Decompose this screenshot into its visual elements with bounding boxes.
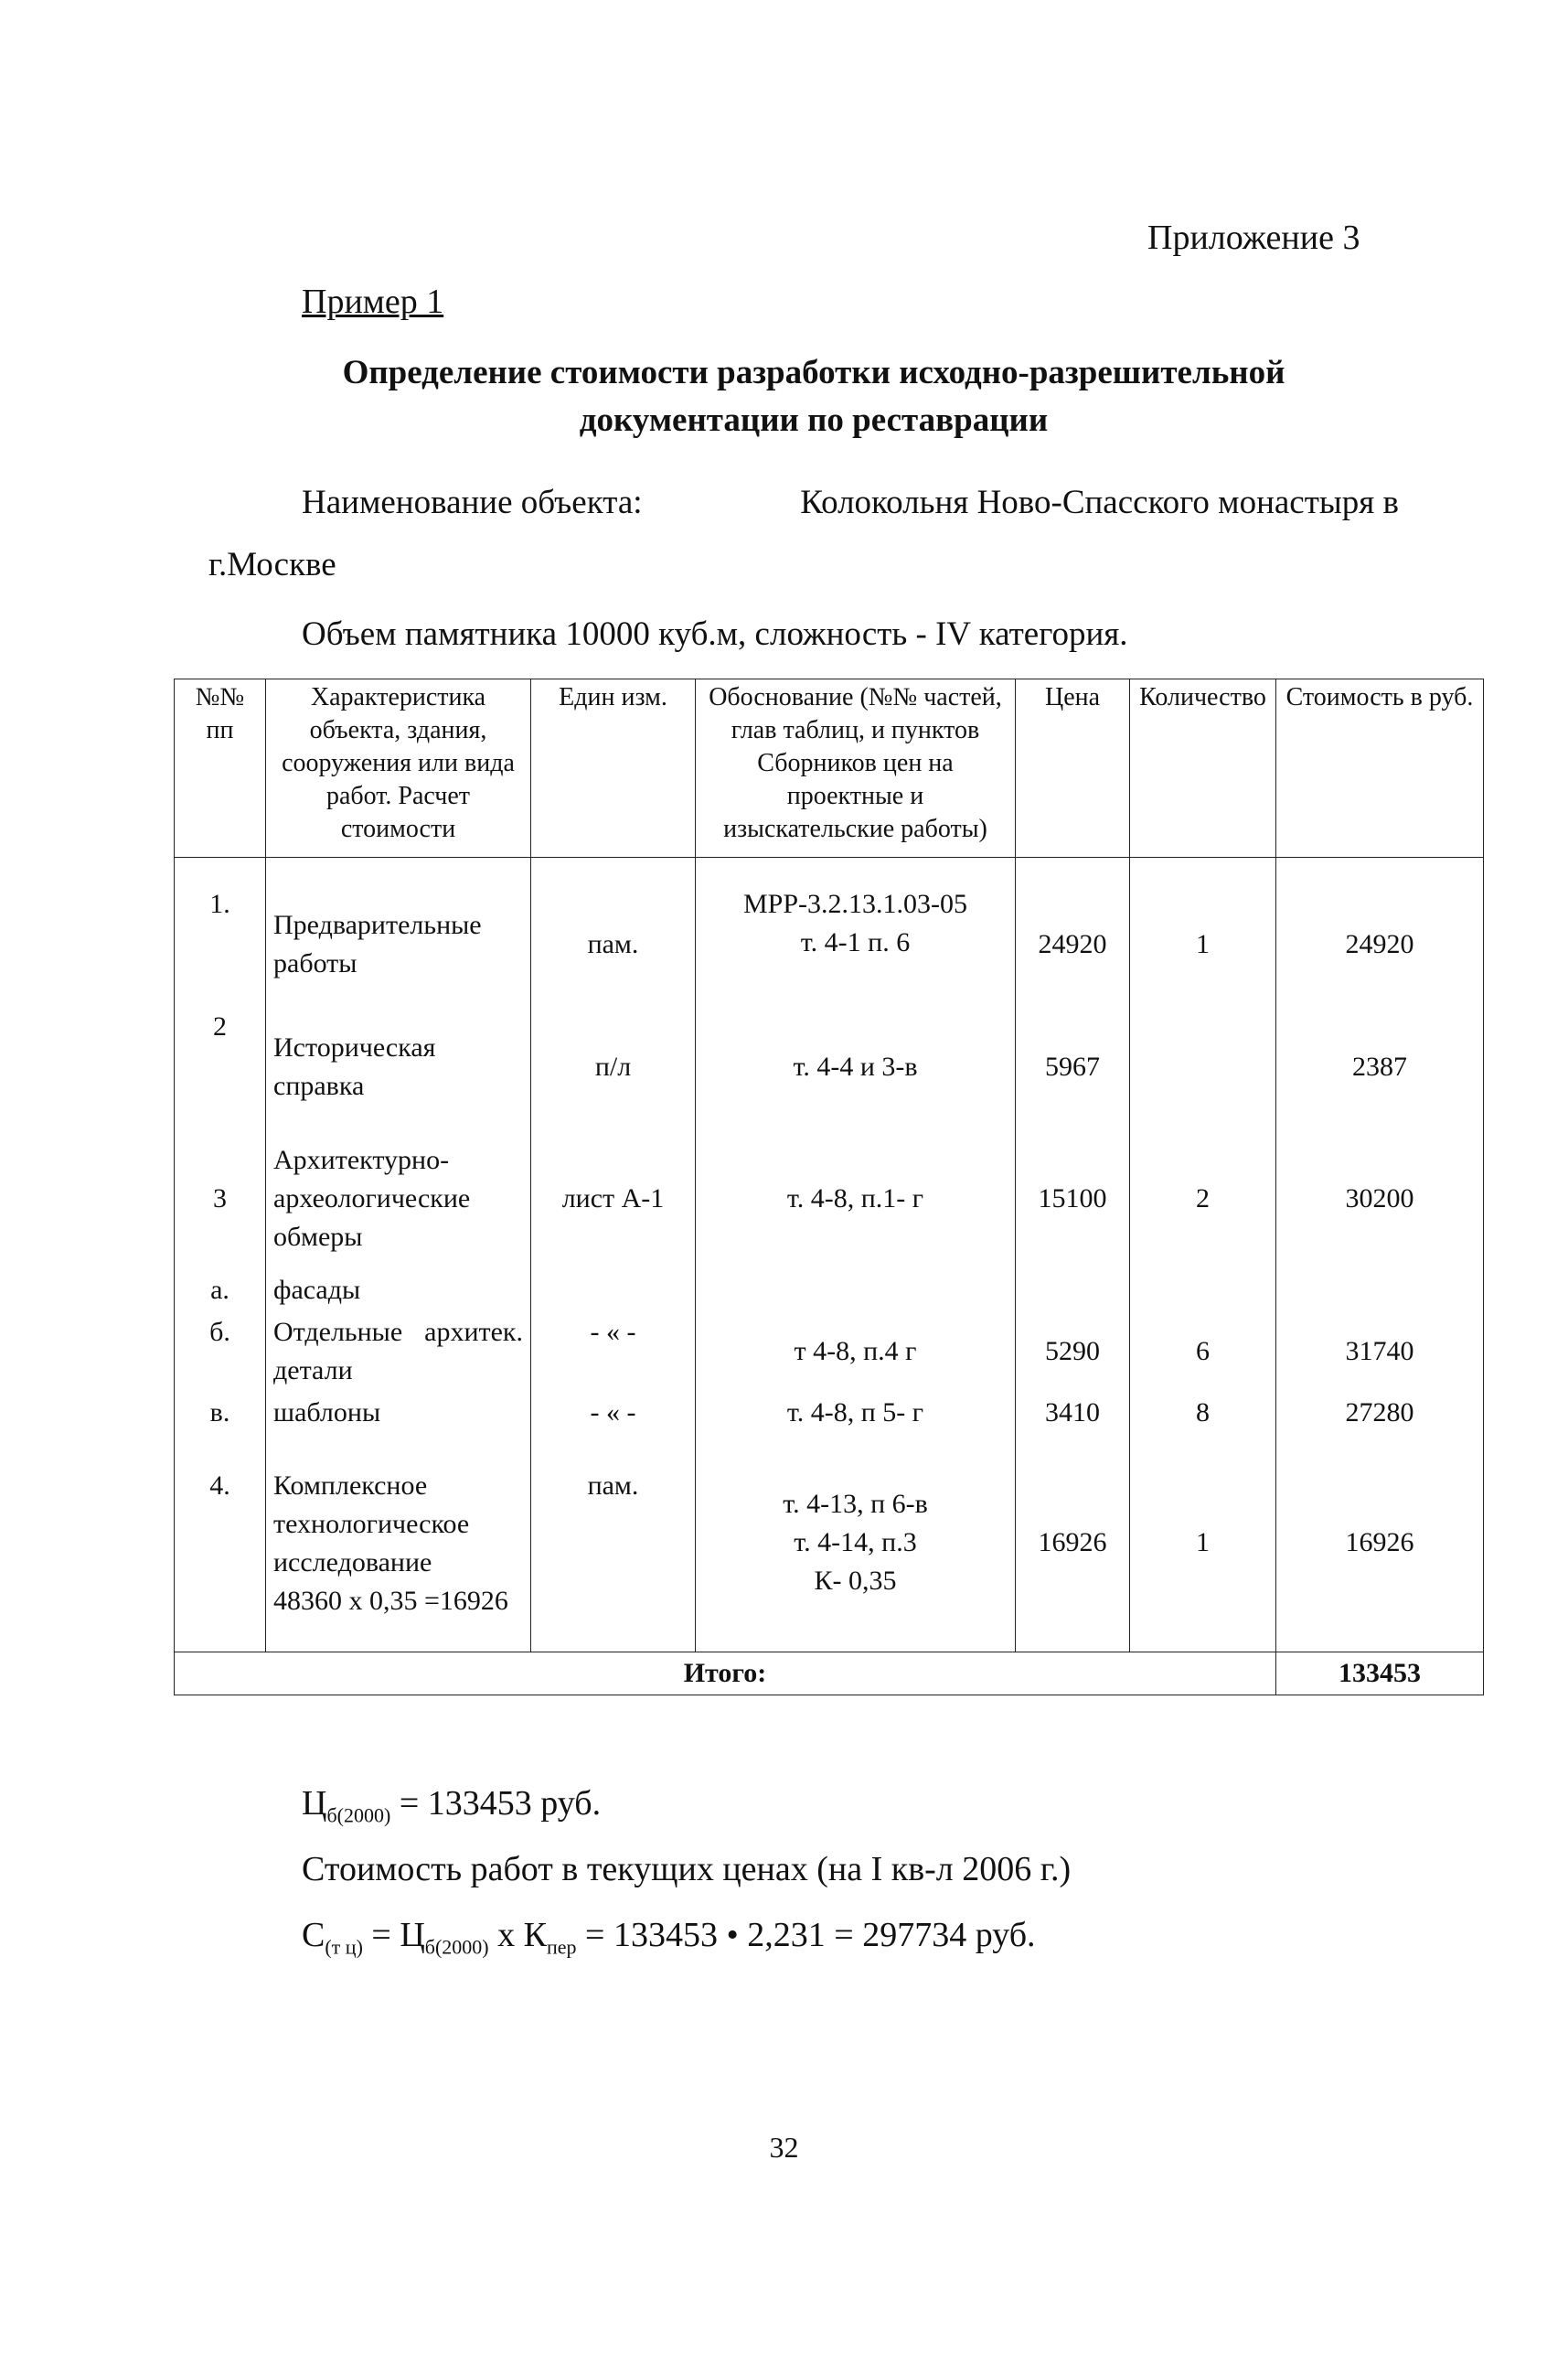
row-num: а. (175, 1269, 266, 1311)
appendix-label: Приложение 3 (1147, 219, 1360, 257)
header-num: №№ пп (175, 679, 266, 858)
table-row (175, 883, 1484, 1006)
row-basis: т. 4-4 и 3-в (696, 1006, 1016, 1128)
row-price: 5290 (1016, 1311, 1130, 1392)
row-unit: п/л (531, 1006, 696, 1128)
row-cost: 30200 (1276, 1128, 1484, 1269)
row-basis: т. 4-13, п 6-в т. 4-14, п.3 К- 0,35 (696, 1434, 1016, 1652)
row-price: 3410 (1016, 1392, 1130, 1434)
header-basis: Обоснование (№№ частей, глав таблиц, и пунктов Сборников цен на проектные и изыскательские работы) (696, 679, 1016, 858)
total-value: 133453 (1276, 1652, 1484, 1695)
row-unit: пам. (531, 883, 696, 1006)
row-cost: 27280 (1276, 1392, 1484, 1434)
table-row (175, 1269, 1484, 1311)
row-num: 3 (175, 1128, 266, 1269)
volume-line: Объем памятника 10000 куб.м, сложность - IV категория. (302, 615, 1128, 653)
formula-base-cost: $Ц_{б(2000)} = 133453$ руб. (302, 1784, 602, 1827)
row-desc: фасады (266, 1269, 531, 1311)
title-line-1: Определение стоимости разработки исходно-разрешительной (342, 354, 1285, 391)
row-qty (1130, 1006, 1276, 1128)
page-number: 32 (769, 2131, 799, 2164)
row-cost: 2387 (1276, 1006, 1484, 1128)
row-num: 4. (175, 1434, 266, 1652)
row-qty (1130, 1269, 1276, 1311)
row-num: 1. (175, 883, 266, 1006)
row-num: 2 (175, 1006, 266, 1128)
document-title (238, 349, 1390, 444)
table-row (175, 1392, 1484, 1434)
row-basis: т. 4-8, п.1- г (696, 1128, 1016, 1269)
row-qty: 1 (1130, 1434, 1276, 1652)
row-cost: 24920 (1276, 883, 1484, 1006)
title-line-2: документации по реставрации (579, 401, 1049, 439)
row-qty: 1 (1130, 883, 1276, 1006)
row-desc: Отдельные архитек. детали (266, 1311, 531, 1392)
row-price (1016, 1269, 1130, 1311)
table-row (175, 1128, 1484, 1269)
header-price: Цена (1016, 679, 1130, 858)
row-cost: 31740 (1276, 1311, 1484, 1392)
row-desc: Комплексное технологическое исследование 48360 х 0,35 =16926 (266, 1434, 531, 1652)
total-label: Итого: (175, 1652, 1276, 1695)
row-basis: МРР-3.2.13.1.03-05 т. 4-1 п. 6 (696, 883, 1016, 1006)
row-num: в. (175, 1392, 266, 1434)
current-prices-note: Стоимость работ в текущих ценах (на I кв-л 2006 г.) (302, 1850, 1072, 1888)
row-basis: т 4-8, п.4 г (696, 1311, 1016, 1392)
row-unit (531, 1269, 696, 1311)
table-row (175, 1006, 1484, 1128)
object-value: Колокольня Ново-Спасского монастыря в (800, 484, 1399, 521)
row-price: 16926 (1016, 1434, 1130, 1652)
row-price: 5967 (1016, 1006, 1130, 1128)
cost-table (174, 679, 1484, 1695)
row-desc: шаблоны (266, 1392, 531, 1434)
row-unit: - « - (531, 1311, 696, 1392)
object-line (302, 483, 1399, 522)
row-num: б. (175, 1311, 266, 1392)
header-desc: Характеристика объекта, здания, сооружения или вида работ. Расчет стоимости (266, 679, 531, 858)
object-city: г.Москве (208, 546, 336, 583)
row-desc: Предварительные работы (266, 883, 531, 1006)
header-unit: Един изм. (531, 679, 696, 858)
table-row (175, 1434, 1484, 1652)
row-desc: Архитектурно-археологические обмеры (266, 1128, 531, 1269)
formula-current-cost: $С_{(т ц)} = Ц_{б(2000)}$ х $К_{пер} = 133453$ • 2,231 = 297734 руб. (302, 1916, 1036, 1959)
row-qty: 8 (1130, 1392, 1276, 1434)
row-cost (1276, 1269, 1484, 1311)
table-row (175, 1311, 1484, 1392)
row-basis: т. 4-8, п 5- г (696, 1392, 1016, 1434)
row-cost: 16926 (1276, 1434, 1484, 1652)
total-row (175, 1652, 1484, 1695)
row-qty: 6 (1130, 1311, 1276, 1392)
row-unit: лист А-1 (531, 1128, 696, 1269)
header-cost: Стоимость в руб. (1276, 679, 1484, 858)
row-qty: 2 (1130, 1128, 1276, 1269)
table-header-row (175, 679, 1484, 858)
row-unit: пам. (531, 1434, 696, 1652)
object-label: Наименование объекта: (302, 484, 643, 521)
row-desc: Историческая справка (266, 1006, 531, 1128)
header-qty: Количество (1130, 679, 1276, 858)
row-unit: - « - (531, 1392, 696, 1434)
row-price: 15100 (1016, 1128, 1130, 1269)
example-heading: Пример 1 (302, 283, 444, 321)
row-price: 24920 (1016, 883, 1130, 1006)
row-basis (696, 1269, 1016, 1311)
